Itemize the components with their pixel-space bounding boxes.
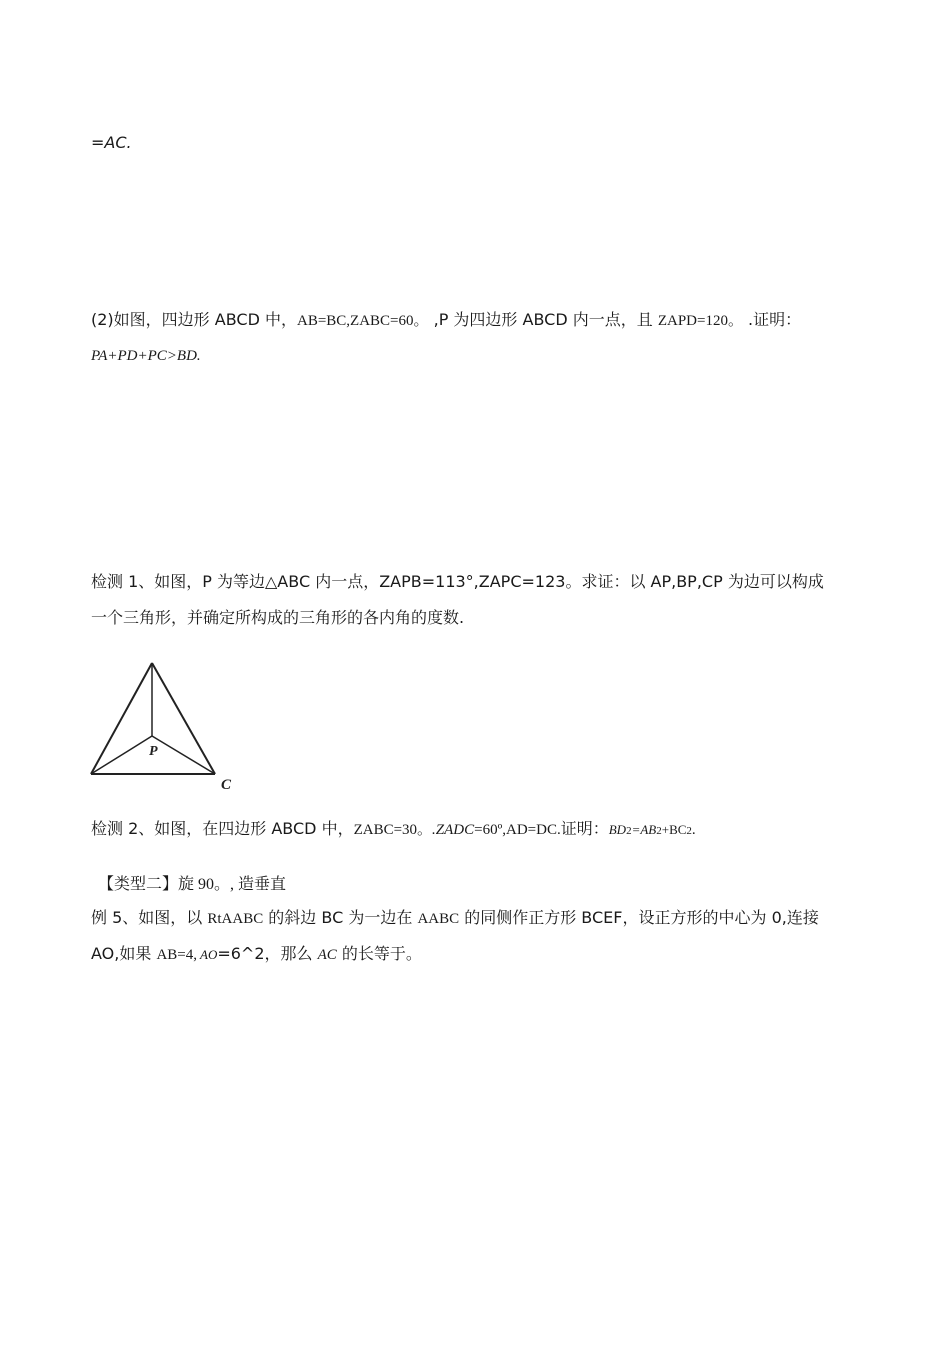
test-2-sub-2: 2	[656, 825, 662, 837]
type-2-heading	[98, 874, 286, 895]
q2-suffix: .证明：	[742, 310, 802, 329]
type-2-heading-text: 【类型二】旋 90。, 造垂直	[98, 876, 287, 893]
segment-cp	[152, 736, 215, 774]
triangle-figure	[86, 656, 238, 796]
segment-bp	[91, 736, 152, 774]
ex5-a2: RtAABC	[207, 911, 264, 927]
q2-conclusion: PA+PD+PC>BD.	[91, 348, 201, 364]
ex5-b1: AO,如果	[91, 944, 157, 963]
question-2-statement	[91, 310, 801, 331]
ex5-b2: AB=4,	[156, 947, 197, 963]
ex5-a4: AABC	[417, 911, 460, 927]
q2-prefix: (2)如图，四边形 ABCD 中，	[91, 310, 297, 329]
label-c: C	[221, 777, 232, 793]
triangle-diagram	[86, 656, 238, 796]
test-2-proof-label: 证明：	[560, 819, 609, 838]
ex5-a5: 的同侧作正方形 BCEF，设正方形的中心为 0,连接	[459, 908, 819, 927]
ex5-a3: 的斜边 BC 为一边在	[263, 908, 418, 927]
ex5-b4: =6^2，那么	[217, 944, 318, 963]
test-2-end: .	[691, 822, 696, 838]
test-2-bd: BD	[608, 822, 627, 837]
text-line-ac	[91, 133, 132, 153]
ex5-b6: 的长等于。	[336, 944, 422, 963]
example-5-line-2	[91, 944, 422, 965]
test-2-prefix: 检测 2、如图，在四边形 ABCD 中，	[91, 819, 354, 838]
q2-condition-2: ZAPD=120。	[657, 313, 743, 329]
example-5-line-1	[91, 908, 819, 929]
ex5-a1: 例 5、如图，以	[91, 908, 208, 927]
equation-ac: =AC.	[91, 133, 132, 152]
test-2-sub-1: 2	[626, 825, 632, 837]
test-1-line-2: 一个三角形，并确定所构成的三角形的各内角的度数.	[91, 608, 465, 627]
test-2-condition-1: ZABC=30。	[353, 822, 433, 838]
question-2-conclusion-line	[91, 345, 201, 366]
test-2-ab: =AB	[631, 822, 657, 837]
edge-ab	[91, 663, 152, 774]
ex5-b3: AO	[196, 947, 218, 962]
q2-condition-1: AB=BC,ZABC=60。	[296, 313, 429, 329]
test-1-line-1: 检测 1、如图，P 为等边△ABC 内一点，ZAPB=113°,ZAPC=123。求证：以 AP,BP,CP 为边可以构成	[91, 572, 824, 591]
ex5-b5: AC	[317, 947, 337, 963]
edge-ac	[152, 663, 215, 774]
label-p: P	[149, 744, 158, 759]
test-2-condition-2-rest: =60º,AD=DC.	[474, 822, 561, 838]
q2-mid: ,P 为四边形 ABCD 内一点，且	[428, 310, 658, 329]
test-2-bc: +BC	[661, 822, 687, 837]
test-2-statement	[91, 819, 696, 841]
test-2-sub-3: 2	[686, 825, 692, 837]
test-2-condition-2-angle: .ZADC	[432, 822, 475, 838]
